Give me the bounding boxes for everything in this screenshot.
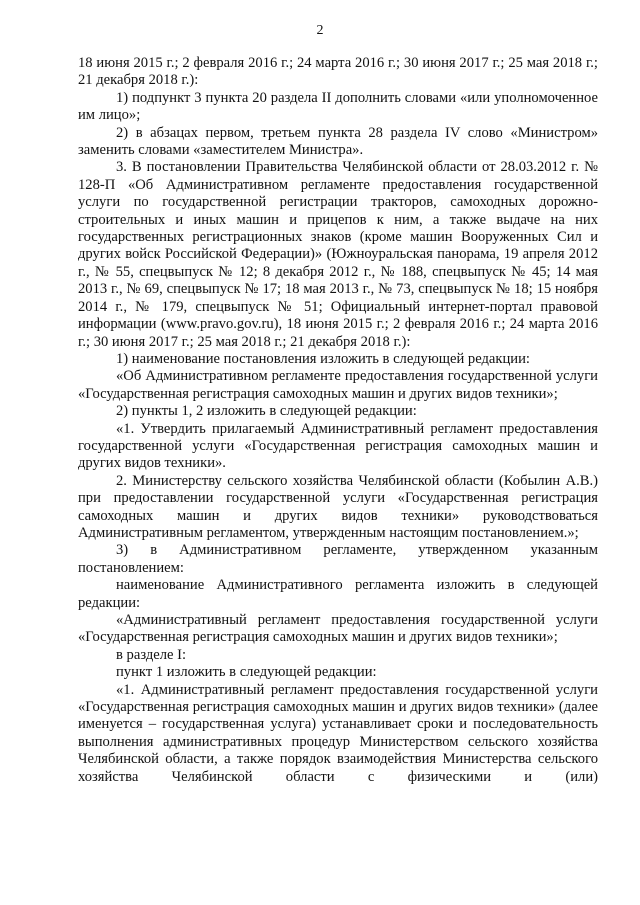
paragraph: 1) подпункт 3 пункта 20 раздела II дополнить словами «или уполномоченное им лицо»; — [78, 89, 598, 124]
paragraph: 2) в абзацах первом, третьем пункта 28 раздела IV слово «Министром» заменить словами «заместителем Министра». — [78, 124, 598, 159]
paragraph: 2. Министерству сельского хозяйства Челябинской области (Кобылин А.В.) при предоставлении государственной услуги «Государственная регистрация самоходных машин и других видов техники» руководствоваться Административным регламентом, утвержденным настоящим постановлением.»; — [78, 472, 598, 541]
paragraph: «Административный регламент предоставления государственной услуги «Государственная регистрация самоходных машин и других видов техники»; — [78, 612, 598, 646]
paragraph: пункт 1 изложить в следующей редакции: — [116, 664, 377, 681]
paragraph: наименование Административного регламента изложить в следующей редакции: — [78, 577, 598, 611]
document-body — [78, 55, 598, 786]
paragraph: «Об Административном регламенте предоставления государственной услуги «Государственная регистрация самоходных машин и других видов техники»; — [78, 368, 598, 402]
paragraph: 3. В постановлении Правительства Челябинской области от 28.03.2012 г. № 128-П «Об Административном регламенте предоставления государственной услуги по государственной регистрации тракторов, самоходных дорожно-строительных и иных машин и прицепов к ним, а также выдаче на них государственных регистрационных знаков (кроме машин Вооруженных Сил и других войск Российской Федерации)» (Южноуральская панорама, 19 апреля 2012 г., № 55, спецвыпуск № 12; 8 декабря 2012 г., № 188, спецвыпуск № 45; 14 мая 2013 г., № 69, спецвыпуск № 17; 18 мая 2013 г., № 73, спецвыпуск № 18; 15 ноября 2014 г., № 179, спецвыпуск № 51; Официальный интернет-портал правовой информации (www.pravo.gov.ru), 18 июня 2015 г.; 2 февраля 2016 г.; 24 марта 2016 г.; 30 июня 2017 г.; 25 мая 2018 г.; 21 декабря 2018 г.): — [78, 159, 598, 350]
paragraph: 18 июня 2015 г.; 2 февраля 2016 г.; 24 марта 2016 г.; 30 июня 2017 г.; 25 мая 2018 г.; 21 декабря 2018 г.): — [78, 55, 598, 89]
paragraph: в разделе I: — [116, 646, 187, 663]
page-number: 2 — [316, 23, 324, 38]
paragraph: «1. Утвердить прилагаемый Административный регламент предоставления государственной услуги «Государственная регистрация самоходных машин и других видов техники». — [78, 420, 598, 472]
paragraph: 3) в Административном регламенте, утвержденном указанным постановлением: — [78, 542, 598, 576]
paragraph: «1. Административный регламент предоставления государственной услуги «Государственная регистрация самоходных машин и других видов техники» (далее именуется – государственная услуга) устанавливает сроки и последовательность выполнения административных процедур Министерством сельского хозяйства Челябинской области, а также порядок взаимодействия Министерства сельского хозяйства Челябинской области с физическими и (или) — [78, 681, 598, 785]
paragraph: 2) пункты 1, 2 изложить в следующей редакции: — [116, 403, 417, 420]
paragraph: 1) наименование постановления изложить в следующей редакции: — [116, 350, 530, 367]
